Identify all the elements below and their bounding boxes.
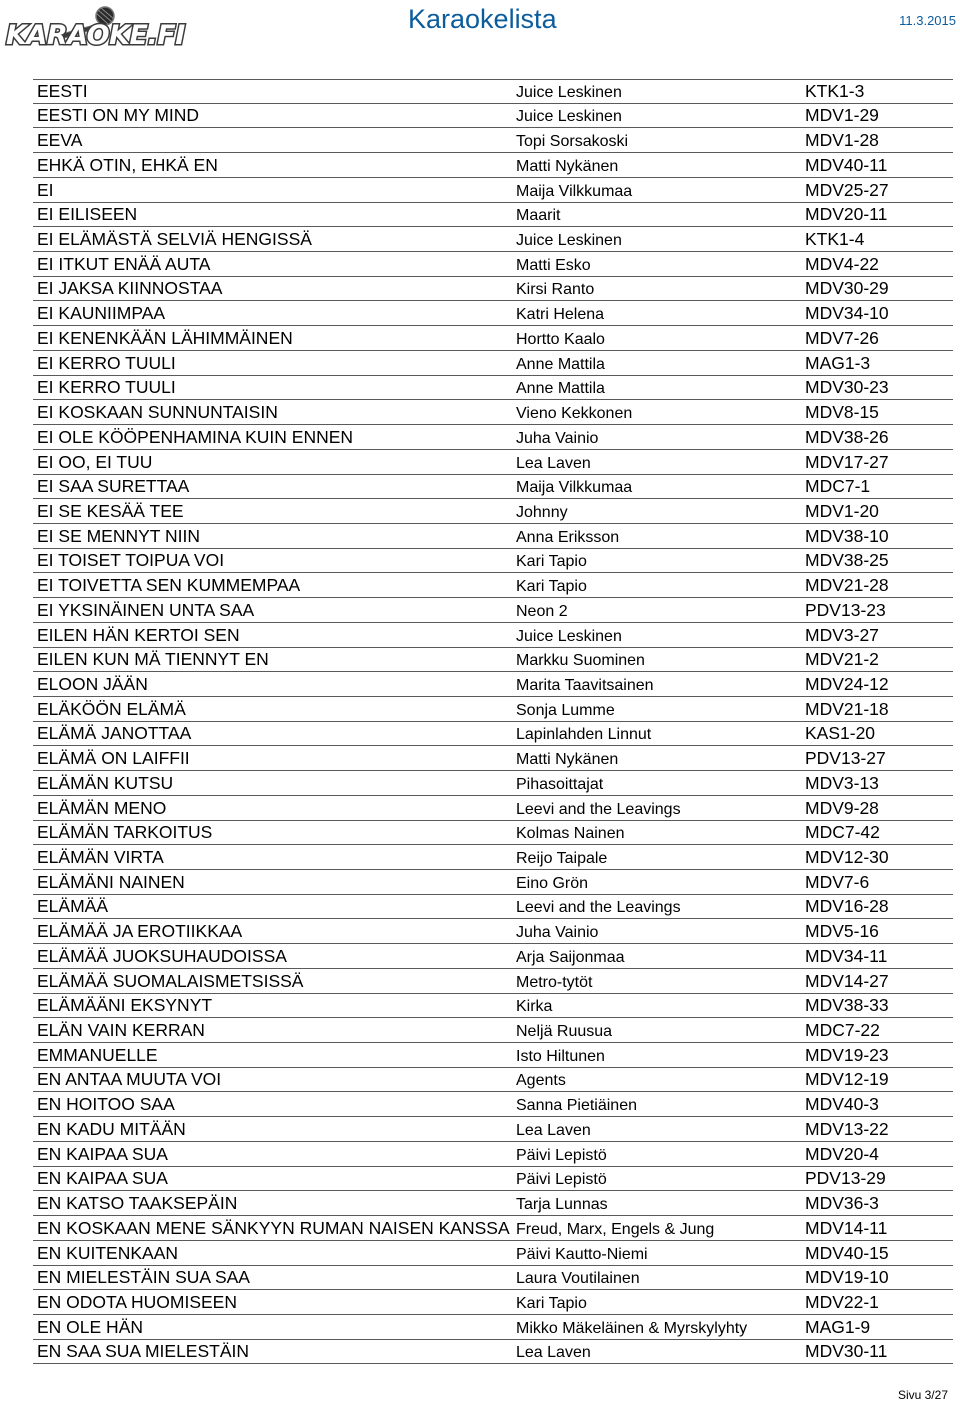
song-artist: Pihasoittajat: [516, 775, 604, 793]
svg-text:KARAOKE.FI: KARAOKE.FI: [6, 20, 185, 51]
song-row: [33, 301, 953, 326]
song-row: [33, 475, 953, 500]
song-artist: Tarja Lunnas: [516, 1196, 608, 1214]
song-artist: Isto Hiltunen: [516, 1047, 605, 1065]
song-title: EI OLE KÖÖPENHAMINA KUIN ENNEN: [37, 426, 354, 447]
song-code: MDV9-28: [805, 797, 879, 818]
song-row: [33, 326, 953, 351]
song-row: [33, 944, 953, 969]
song-code: MDV34-11: [805, 945, 888, 966]
song-artist: Sanna Pietiäinen: [516, 1097, 637, 1115]
song-row: [33, 1167, 953, 1192]
song-artist: Päivi Lepistö: [516, 1146, 607, 1164]
song-title: ELÄMÄ JANOTTAA: [37, 723, 192, 744]
song-title: EI ELÄMÄSTÄ SELVIÄ HENGISSÄ: [37, 229, 312, 250]
song-row: [33, 1043, 953, 1068]
song-artist: Kirsi Ranto: [516, 281, 595, 299]
song-artist: Neljä Ruusua: [516, 1023, 613, 1041]
song-code: MDV25-27: [805, 179, 889, 200]
song-title: EMMANUELLE: [37, 1044, 158, 1065]
song-title: EN ANTAA MUUTA VOI: [37, 1069, 222, 1090]
song-title: ELÄMÄÄ JUOKSUHAUDOISSA: [37, 945, 287, 966]
song-title: EI KOSKAAN SUNNUNTAISIN: [37, 402, 278, 423]
song-row: [33, 648, 953, 673]
song-code: MDV16-28: [805, 896, 889, 917]
song-code: MDV19-10: [805, 1267, 889, 1288]
song-title: EI JAKSA KIINNOSTAA: [37, 278, 223, 299]
song-title: EN KUITENKAAN: [37, 1242, 178, 1263]
page-number: Sivu 3/27: [897, 1388, 948, 1402]
song-title: EI YKSINÄINEN UNTA SAA: [37, 599, 255, 620]
song-row: [33, 771, 953, 796]
song-code: MDV34-10: [805, 303, 889, 324]
song-row: [33, 845, 953, 870]
song-code: MAG1-9: [805, 1316, 871, 1337]
song-title: EN KAIPAA SUA: [37, 1143, 168, 1164]
song-artist: Kolmas Nainen: [516, 825, 625, 843]
song-artist: Matti Nykänen: [516, 751, 619, 769]
song-code: MDV13-22: [805, 1118, 889, 1139]
song-title: EN KOSKAAN MENE SÄNKYYN RUMAN NAISEN KANSSA: [37, 1217, 510, 1238]
song-row: [33, 1191, 953, 1216]
song-artist: Maija Vilkkumaa: [516, 479, 633, 497]
song-row: [33, 722, 953, 747]
song-code: MDV5-16: [805, 921, 879, 942]
song-row: [33, 524, 953, 549]
song-row: [33, 425, 953, 450]
song-row: [33, 796, 953, 821]
song-artist: Juice Leskinen: [516, 108, 622, 126]
song-artist: Metro-tytöt: [516, 973, 593, 991]
song-title: ELOON JÄÄN: [37, 673, 148, 694]
song-artist: Juha Vainio: [516, 924, 599, 942]
song-code: MDV12-19: [805, 1069, 889, 1090]
song-artist: Maija Vilkkumaa: [516, 182, 633, 200]
song-code: MDV17-27: [805, 451, 889, 472]
song-row: [33, 549, 953, 574]
song-code: PDV13-27: [805, 748, 886, 769]
song-code: MDV7-6: [805, 871, 870, 892]
song-artist: Katri Helena: [516, 306, 605, 324]
song-title: EI ITKUT ENÄÄ AUTA: [37, 253, 211, 274]
song-artist: Lapinlahden Linnut: [516, 726, 652, 744]
song-code: MDC7-22: [805, 1020, 880, 1041]
karaoke-logo: [2, 2, 185, 52]
song-row: [33, 499, 953, 524]
song-row: [33, 1241, 953, 1266]
song-code: MDV3-27: [805, 624, 879, 645]
song-title: EI TOIVETTA SEN KUMMEMPAA: [37, 575, 301, 596]
song-code: MDV4-22: [805, 253, 879, 274]
song-code: MDV40-15: [805, 1242, 889, 1263]
song-row: [33, 376, 953, 401]
song-title: EI SAA SURETTAA: [37, 476, 190, 497]
song-artist: Juha Vainio: [516, 429, 599, 447]
song-title: ELÄKÖÖN ELÄMÄ: [37, 698, 186, 719]
song-title: EI KAUNIIMPAA: [37, 303, 166, 324]
song-row: [33, 79, 953, 104]
song-title: ELÄMÄN VIRTA: [37, 847, 164, 867]
song-code: MDV7-26: [805, 327, 879, 348]
song-artist: Matti Nykänen: [516, 157, 619, 175]
song-title: EILEN KUN MÄ TIENNYT EN: [37, 649, 269, 670]
song-code: MDV21-2: [805, 649, 879, 670]
song-row: [33, 104, 953, 129]
song-title: EHKÄ OTIN, EHKÄ EN: [37, 154, 218, 175]
song-title: EI KERRO TUULI: [37, 377, 176, 398]
song-title: EESTI: [37, 80, 88, 101]
song-title: EI SE KESÄÄ TEE: [37, 500, 184, 521]
song-code: MDV38-26: [805, 426, 889, 447]
song-row: [33, 919, 953, 944]
song-title: ELÄN VAIN KERRAN: [37, 1020, 205, 1041]
document-title: Karaokelista: [408, 4, 557, 34]
song-row: [33, 128, 953, 153]
song-title: EN KATSO TAAKSEPÄIN: [37, 1193, 238, 1214]
song-code: MDV14-27: [805, 970, 889, 991]
song-code: MDV20-11: [805, 204, 888, 225]
song-title: EEVA: [37, 130, 83, 151]
song-row: [33, 227, 953, 252]
song-row: [33, 277, 953, 302]
song-title: ELÄMÄÄ JA EROTIIKKAA: [37, 921, 243, 942]
song-row: [33, 252, 953, 277]
song-list: [33, 79, 953, 1364]
document-date: 11.3.2015: [899, 13, 956, 28]
song-artist: Freud, Marx, Engels & Jung: [516, 1220, 715, 1238]
song-title: EI OO, EI TUU: [37, 451, 153, 472]
song-code: MDV40-3: [805, 1094, 879, 1115]
song-title: ELÄMÄÄ: [37, 896, 108, 917]
song-artist: Kirka: [516, 998, 553, 1016]
song-title: EN OLE HÄN: [37, 1316, 143, 1337]
song-code: KTK1-4: [805, 229, 865, 250]
song-code: PDV13-29: [805, 1168, 886, 1189]
song-title: ELÄMÄN TARKOITUS: [37, 822, 213, 843]
song-title: EI KENENKÄÄN LÄHIMMÄINEN: [37, 327, 293, 348]
song-code: MDC7-1: [805, 476, 871, 497]
song-title: EN SAA SUA MIELESTÄIN: [37, 1341, 250, 1362]
song-code: MDV22-1: [805, 1291, 879, 1312]
song-code: MDV19-23: [805, 1044, 889, 1065]
song-row: [33, 1290, 953, 1315]
song-artist: Matti Esko: [516, 256, 591, 274]
song-artist: Juice Leskinen: [516, 627, 622, 645]
song-row: [33, 1266, 953, 1291]
song-code: PDV13-23: [805, 599, 886, 620]
song-title: ELÄMÄN KUTSU: [37, 772, 174, 793]
song-artist: Juice Leskinen: [516, 83, 622, 101]
song-artist: Juice Leskinen: [516, 232, 622, 250]
song-code: KTK1-3: [805, 80, 865, 101]
song-artist: Mikko Mäkeläinen & Myrskylyhty: [516, 1319, 748, 1337]
song-artist: Anna Eriksson: [516, 528, 620, 546]
song-artist: Kari Tapio: [516, 553, 587, 571]
song-title: EI EILISEEN: [37, 204, 138, 225]
song-row: [33, 400, 953, 425]
song-code: MDC7-42: [805, 822, 880, 843]
song-artist: Lea Laven: [516, 454, 591, 472]
song-artist: Anne Mattila: [516, 355, 605, 373]
song-row: [33, 351, 953, 376]
song-artist: Leevi and the Leavings: [516, 800, 681, 818]
song-code: MDV1-20: [805, 500, 879, 521]
song-title: ELÄMÄN MENO: [37, 797, 167, 818]
song-title: EI TOISET TOIPUA VOI: [37, 550, 225, 571]
song-row: [33, 994, 953, 1019]
song-code: KAS1-20: [805, 723, 876, 744]
song-row: [33, 870, 953, 895]
song-artist: Markku Suominen: [516, 652, 645, 670]
song-row: [33, 153, 953, 178]
song-title: ELÄMÄ ON LAIFFII: [37, 748, 190, 769]
song-title: EI SE MENNYT NIIN: [37, 525, 201, 546]
song-code: MDV1-28: [805, 130, 879, 151]
song-title: EN HOITOO SAA: [37, 1094, 175, 1115]
song-code: MDV20-4: [805, 1143, 879, 1164]
song-code: MAG1-3: [805, 352, 871, 373]
song-artist: Maarit: [516, 207, 561, 225]
song-row: [33, 203, 953, 228]
song-row: [33, 1092, 953, 1117]
song-code: MDV30-23: [805, 377, 889, 398]
song-artist: Topi Sorsakoski: [516, 133, 629, 151]
song-row: [33, 573, 953, 598]
song-artist: Lea Laven: [516, 1121, 591, 1139]
song-code: MDV30-11: [805, 1341, 888, 1362]
song-artist: Johnny: [516, 503, 568, 521]
song-artist: Agents: [516, 1072, 566, 1090]
song-title: ELÄMÄÄ SUOMALAISMETSISSÄ: [37, 970, 304, 991]
song-code: MDV38-25: [805, 550, 889, 571]
song-row: [33, 969, 953, 994]
song-row: [33, 1142, 953, 1167]
song-code: MDV8-15: [805, 402, 879, 423]
song-row: [33, 1340, 953, 1365]
song-title: EN ODOTA HUOMISEEN: [37, 1291, 237, 1312]
song-code: MDV14-11: [805, 1217, 888, 1238]
song-artist: Laura Voutilainen: [516, 1270, 640, 1288]
song-artist: Kari Tapio: [516, 578, 587, 596]
song-row: [33, 1216, 953, 1241]
song-artist: Arja Saijonmaa: [516, 948, 625, 966]
song-row: [33, 746, 953, 771]
song-title: EN MIELESTÄIN SUA SAA: [37, 1267, 250, 1288]
song-artist: Lea Laven: [516, 1344, 591, 1362]
song-code: MDV1-29: [805, 105, 879, 126]
song-title: EN KAIPAA SUA: [37, 1168, 168, 1189]
song-artist: Eino Grön: [516, 874, 589, 892]
song-artist: Hortto Kaalo: [516, 330, 605, 348]
song-title: EI: [37, 179, 54, 200]
song-code: MDV38-33: [805, 995, 889, 1016]
song-title: EI KERRO TUULI: [37, 352, 176, 373]
song-artist: Päivi Kautto-Niemi: [516, 1245, 648, 1263]
song-row: [33, 1068, 953, 1093]
song-row: [33, 821, 953, 846]
song-title: EN KADU MITÄÄN: [37, 1118, 186, 1139]
song-artist: Kari Tapio: [516, 1294, 587, 1312]
song-title: ELÄMÄÄNI EKSYNYT: [37, 995, 213, 1016]
song-code: MDV30-29: [805, 278, 889, 299]
song-code: MDV21-18: [805, 698, 889, 719]
song-artist: Vieno Kekkonen: [516, 405, 633, 423]
song-row: [33, 1315, 953, 1340]
song-artist: Leevi and the Leavings: [516, 899, 681, 917]
song-title: EILEN HÄN KERTOI SEN: [37, 624, 240, 645]
song-code: MDV40-11: [805, 154, 888, 175]
song-row: [33, 1018, 953, 1043]
song-row: [33, 178, 953, 203]
song-row: [33, 450, 953, 475]
song-artist: Reijo Taipale: [516, 850, 608, 867]
song-code: MDV3-13: [805, 772, 879, 793]
song-code: MDV21-28: [805, 575, 889, 596]
song-code: MDV12-30: [805, 847, 889, 867]
song-artist: Päivi Lepistö: [516, 1171, 607, 1189]
song-title: EESTI ON MY MIND: [37, 105, 200, 126]
song-row: [33, 1117, 953, 1142]
song-artist: Anne Mattila: [516, 380, 605, 398]
song-row: [33, 672, 953, 697]
song-artist: Neon 2: [516, 602, 568, 620]
song-row: [33, 697, 953, 722]
song-title: ELÄMÄNI NAINEN: [37, 871, 185, 892]
song-artist: Sonja Lumme: [516, 701, 615, 719]
song-artist: Marita Taavitsainen: [516, 676, 654, 694]
song-row: [33, 598, 953, 623]
song-row: [33, 623, 953, 648]
song-code: MDV36-3: [805, 1193, 879, 1214]
song-row: [33, 895, 953, 920]
song-code: MDV24-12: [805, 673, 889, 694]
song-code: MDV38-10: [805, 525, 889, 546]
